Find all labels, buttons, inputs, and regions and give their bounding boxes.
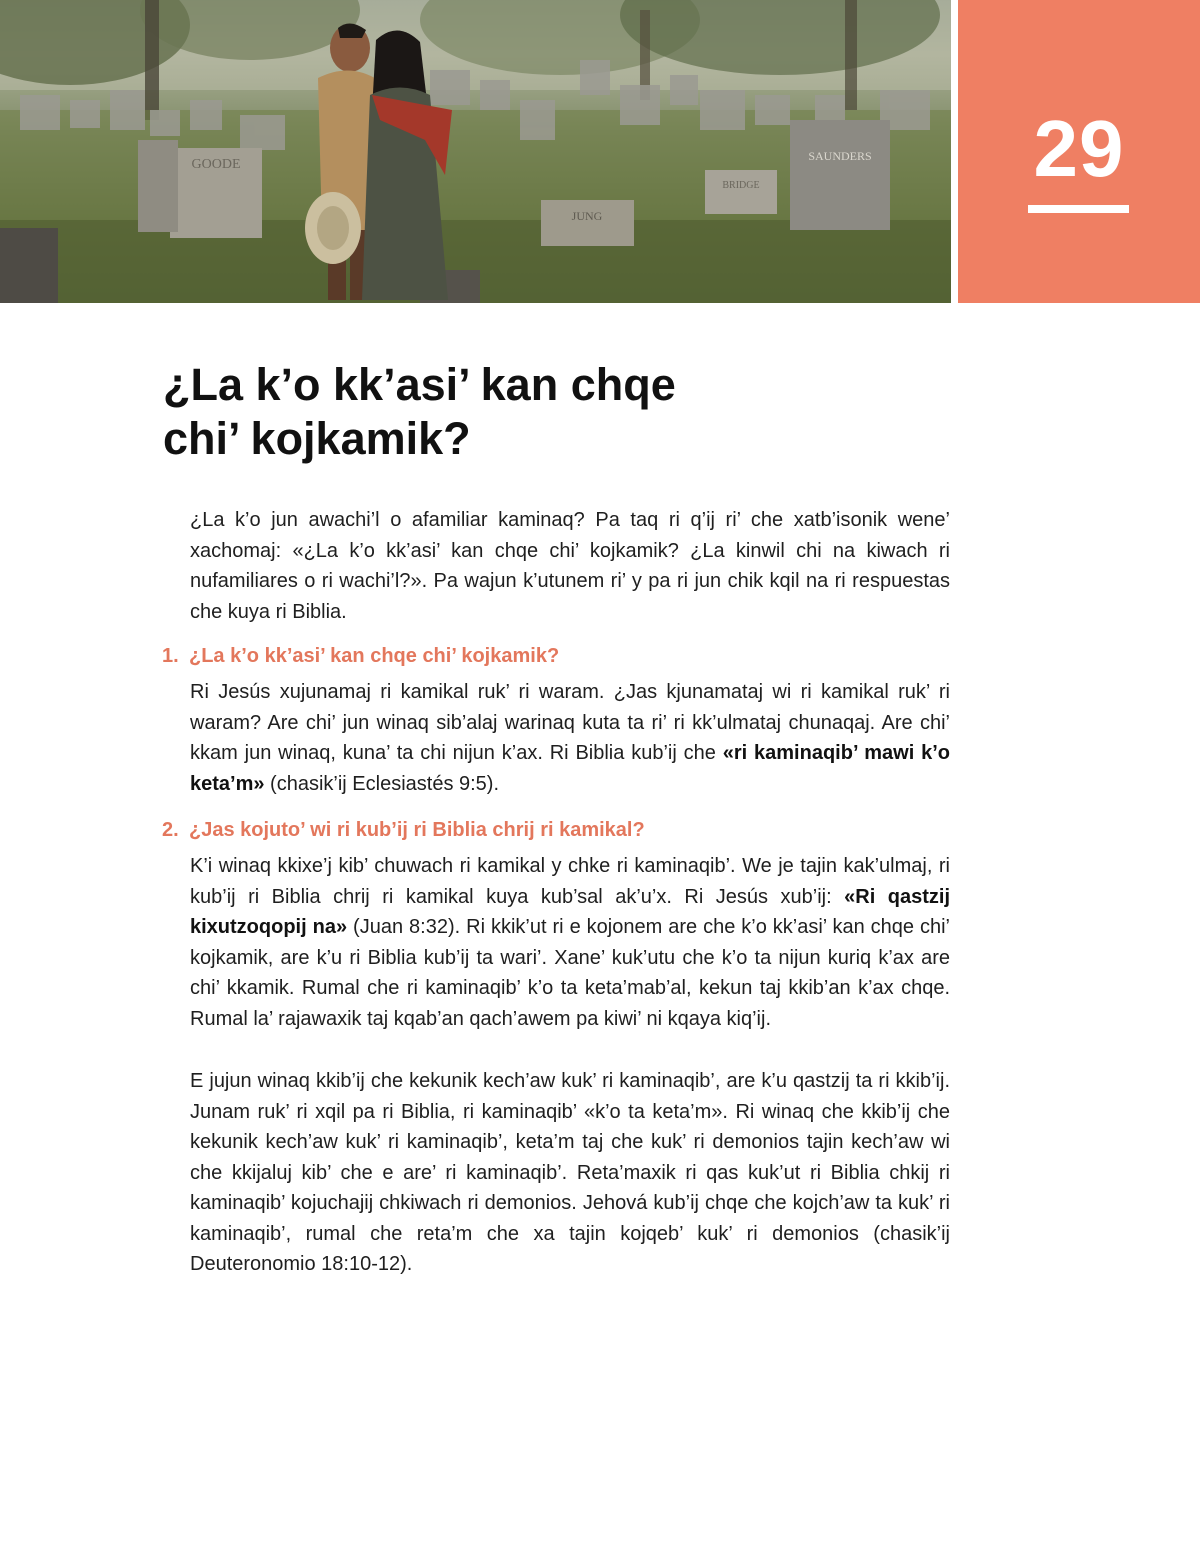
section-1-number: 1.: [162, 645, 179, 667]
page-title-line2: chi’ kojkamik?: [163, 413, 471, 464]
lesson-number-underline: [1028, 205, 1129, 213]
section-2-quote: «Ri qastzij kixutzoqopij na»: [190, 885, 951, 938]
section-1-quote: «ri kaminaqib’ mawi k’o keta’m»: [190, 742, 950, 795]
lesson-number: 29: [1033, 104, 1125, 193]
cemetery-photo: [0, 0, 951, 303]
section-1-heading: [162, 642, 962, 670]
section-2-heading: [162, 816, 962, 844]
page-title: [163, 358, 943, 466]
cemetery-photo-illustration: [0, 0, 951, 303]
section-1-text: Ri Jesús xujunamaj ri kamikal ruk’ ri waram. ¿Jas kjunamataj wi ri kamikal ruk’ ri waram? Are chi’ jun winaq sib’alaj warinaq kuta ta ri’ ri kk’ulmataj chunaqaj. Are chi’ kkam jun winaq, kuna’ ta chi nijun k’ax. Ri Biblia kub’ij che: [190, 681, 950, 764]
section-2-number: 2.: [162, 819, 179, 841]
intro-paragraph: ¿La k’o jun awachi’l o afamiliar kaminaq? Pa taq ri q’ij ri’ che xatb’isonik wene’ xachomaj: «¿La k’o kk’asi’ kan chqe chi’ kojkamik? ¿La kinwil chi na kiwach ri nufamiliares o ri wachi’l?». Pa wajun k’utunem ri’ y pa ri jun chik kqil na ri respuestas che kuya ri Biblia.: [190, 509, 950, 623]
lesson-number-tab: [958, 0, 1200, 303]
section-2-paragraph-2: E jujun winaq kkib’ij che kekunik kech’aw kuk’ ri kaminaqib’, are k’u qastzij ta ri kkib’ij. Junam ruk’ ri xqil pa ri Biblia, ri kaminaqib’ «k’o ta keta’m». Ri winaq che kkib’ij che kekunik kech’aw kuk’ ri kaminaqib’, keta’m taj che kuk’ ri demonios tajin kech’aw wi che kkijaluj kib’ che e are’ ri kaminaqib’. Reta’maxik ri qas kuk’ut ri Biblia chkij ri kaminaqib’ kojuchajij chkiwach ri demonios. Jehová kub’ij chqe che kojch’aw ta kuk’ ri kaminaqib’, rumal che reta’m che xa tajin kojqeb’ kuk’ ri demonios (chasik’ij Deuteronomio 18:10-12).: [190, 1070, 950, 1275]
headstone-goode-text: GOODE: [191, 157, 241, 172]
section-1-heading-text: ¿La k’o kk’asi’ kan chqe chi’ kojkamik?: [189, 645, 560, 667]
section-2-paragraph-1: [190, 851, 950, 1034]
page-title-line1: ¿La k’o kk’asi’ kan chqe: [163, 359, 676, 410]
section-1-reference: (chasik’ij Eclesiastés 9:5).: [264, 772, 500, 795]
section-2-heading-text: ¿Jas kojuto’ wi ri kub’ij ri Biblia chrij ri kamikal?: [189, 819, 645, 841]
section-2-text: K’i winaq kkixe’j kib’ chuwach ri kamikal y chke ri kaminaqib’. We je tajin kak’ulmaj, ri kub’ij ri Biblia chrij ri kamikal kuya kub’sal ak’u’x. Ri Jesús xub’ij:: [190, 855, 950, 908]
headstone-jung-text: JUNG: [571, 209, 603, 223]
section-2-text-continued: (Juan 8:32). Ri kkik’ut ri e kojonem are che k’o kk’asi’ kan chqe chi’ kojkamik, are k’u ri Biblia kub’ij ta wari’. Xane’ kuk’utu che k’o ta nijun kuriq k’ax are chi’ kkamik. Rumal che ri kaminaqib’ k’o ta keta’mab’al, kekun taj kkib’an k’ax chqe. Rumal la’ rajawaxik taj kqab’an qach’awem pa kiwi’ ni kqaya kiq’ij.: [190, 916, 951, 1030]
section-1-paragraph: [190, 677, 950, 799]
headstone-saunders-text: SAUNDERS: [808, 149, 872, 163]
headstone-small-text: BRIDGE: [722, 180, 760, 191]
